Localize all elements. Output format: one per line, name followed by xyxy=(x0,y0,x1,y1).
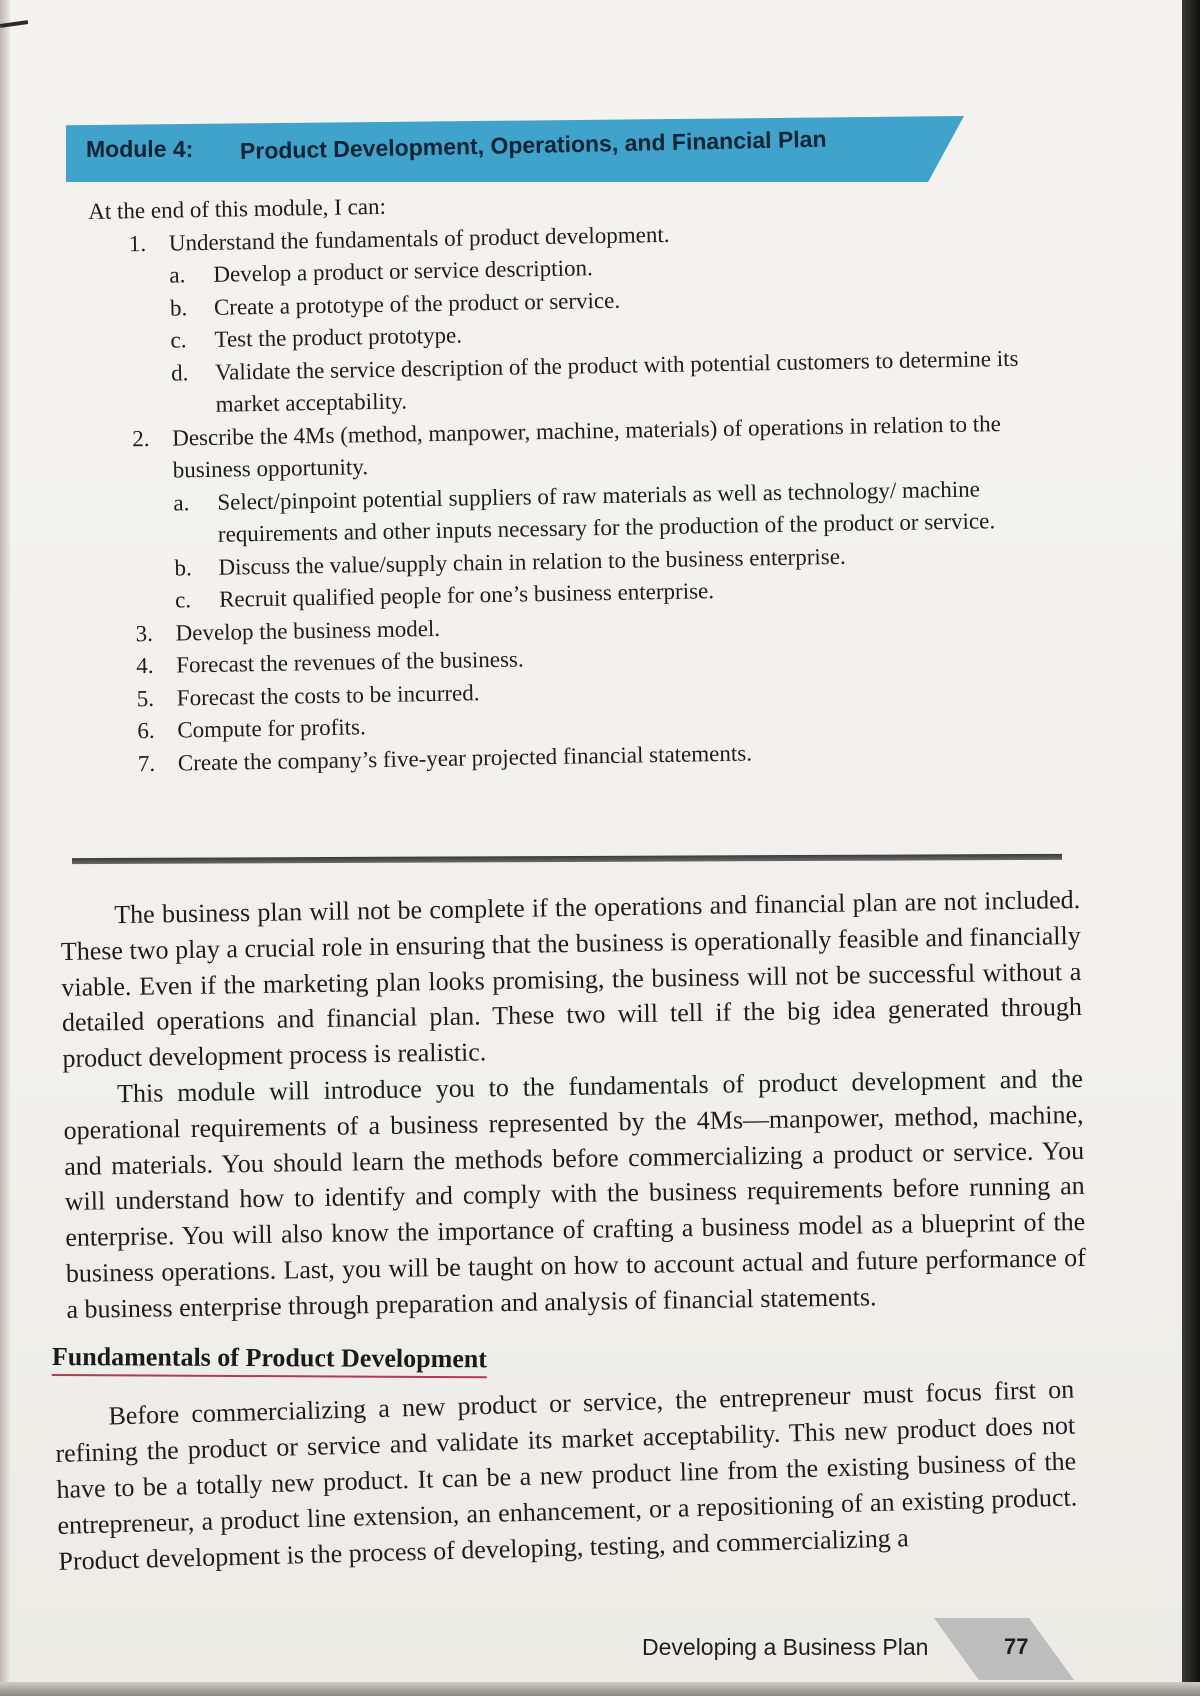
objective-number: 7. xyxy=(137,750,156,776)
subitem-text: Validate the service description of the product with potential customers to determine its market acceptability. xyxy=(214,345,1019,417)
objective-sublist xyxy=(173,471,1075,617)
subitem-letter: d. xyxy=(170,359,189,386)
subitem-letter: b. xyxy=(169,294,188,321)
objective-text: Forecast the revenues of the business. xyxy=(175,646,524,678)
subitem-letter: b. xyxy=(174,554,192,581)
page-left-edge xyxy=(0,0,10,1696)
objective-text: Create the company’s five-year projected financial statements. xyxy=(177,739,753,776)
objective-number: 3. xyxy=(135,620,154,646)
objective-number: 6. xyxy=(137,717,155,744)
objective-text: Understand the fundamentals of product development. xyxy=(168,221,670,256)
intro-body xyxy=(60,882,1087,1328)
subitem-text: Test the product prototype. xyxy=(214,322,463,352)
section-body xyxy=(54,1372,1079,1580)
objective-text: Forecast the costs to be incurred. xyxy=(176,679,480,711)
objectives-intro: At the end of this module, I can: xyxy=(88,193,387,224)
body-paragraph: The business plan will not be complete if the operations and financial plan are not included. These two play a crucial role in ensuring that the business is operationally feasible and financially viable. Even if the marketing plan looks promising, the business will not be successful without a detailed operations and financial plan. These two will tell if the big idea generated through product development process is realistic. xyxy=(60,884,1083,1074)
learning-objectives xyxy=(88,179,1078,781)
subitem-text: Recruit qualified people for one’s business enterprise. xyxy=(218,578,715,612)
objective-sublist xyxy=(169,244,1072,422)
subitem-letter: c. xyxy=(170,327,187,353)
subitem-text: Develop a product or service description. xyxy=(213,255,593,287)
subitem-letter: a. xyxy=(173,489,190,516)
objective-number: 2. xyxy=(132,425,150,451)
module-label: Module 4: xyxy=(86,136,194,162)
objective-number: 1. xyxy=(128,230,147,256)
section-paragraph: Before commercializing a new product or service, the entrepreneur must focus first on refining the product or service and validate its market acceptability. This new product does not have to be a totally new product. It can be a new product line from the existing business of the entrepreneur, a product line extension, an enhancement, or a repositioning of an existing product. Product development is the process of developing, testing, and commercializing a xyxy=(55,1374,1078,1576)
objective-text: Describe the 4Ms (method, manpower, machine, materials) of operations in relation to the business opportunity. xyxy=(172,410,1002,483)
footer-page-number: 77 xyxy=(1004,1634,1029,1659)
subitem-letter: c. xyxy=(174,587,192,613)
section-heading: Fundamentals of Product Development xyxy=(52,1342,487,1378)
footer-book-title: Developing a Business Plan xyxy=(642,1634,929,1660)
objective-number: 5. xyxy=(136,685,155,711)
objective-text: Compute for profits. xyxy=(177,714,366,743)
objectives-list xyxy=(89,211,1078,781)
body-paragraph: This module will introduce you to the fundamentals of product development and the operational requirements of a business represented by the 4Ms—manpower, method, machine, and materials. You should learn the methods before commercializing a product or service. You will understand how to identify and comply with the business requirements before running an enterprise. You will also know the importance of crafting a business model as a blueprint of the business operations. Last, you will be taught on how to account actual and future performance of a business enterprise through preparation and analysis of financial statements. xyxy=(63,1063,1086,1324)
objective-item xyxy=(92,406,1075,618)
subitem-letter: a. xyxy=(169,262,186,288)
objective-number: 4. xyxy=(135,652,154,679)
module-title: Product Development, Operations, and Financial Plan xyxy=(239,125,827,164)
section-divider xyxy=(72,854,1062,864)
page-right-edge xyxy=(1182,0,1200,1696)
objective-item xyxy=(89,211,1072,423)
subitem-text: Discuss the value/supply chain in relation to the business enterprise. xyxy=(218,543,846,580)
subitem-text: Create a prototype of the product or service. xyxy=(213,287,621,320)
objective-text: Develop the business model. xyxy=(175,615,441,646)
subitem-text: Select/pinpoint potential suppliers of raw materials as well as technology/ machine requirements and other inputs necessary for the production of the product or service. xyxy=(217,475,996,547)
page-bottom-edge xyxy=(0,1682,1200,1696)
